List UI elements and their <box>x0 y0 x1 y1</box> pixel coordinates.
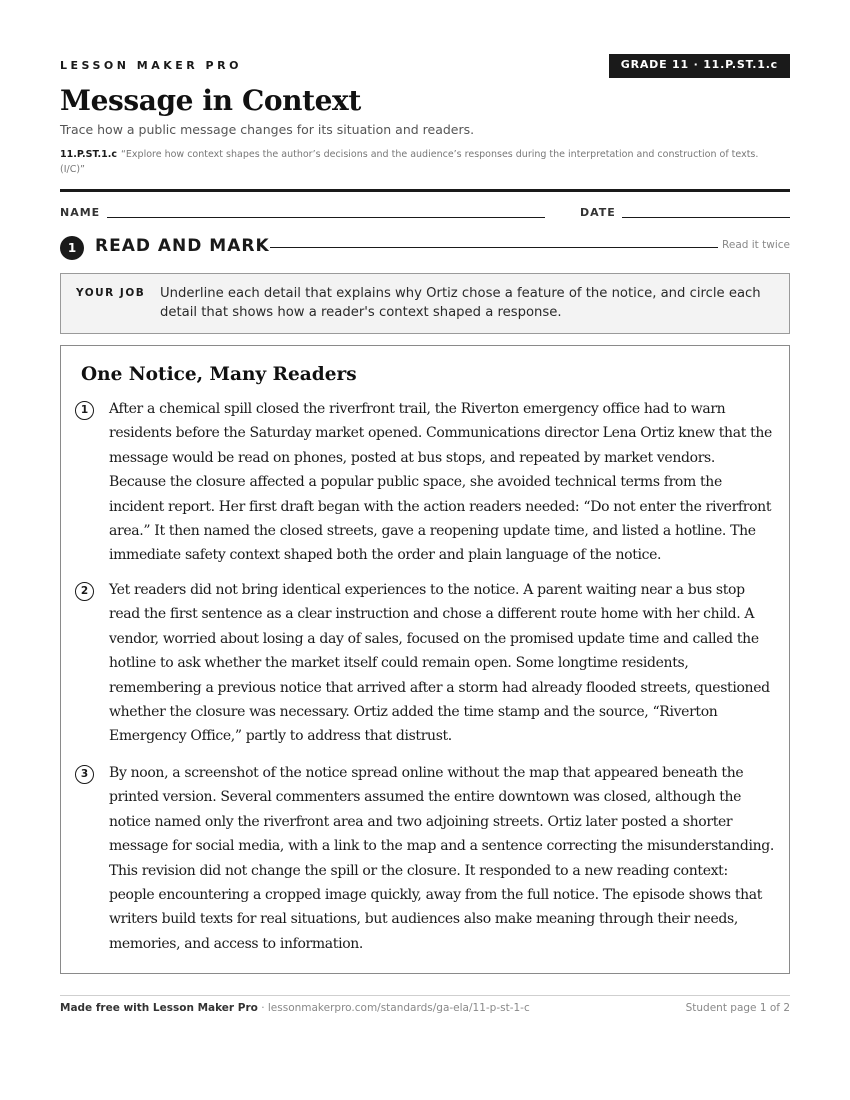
footer <box>60 1002 790 1014</box>
grade-badge: GRADE 11 · 11.P.ST.1.c <box>609 54 790 78</box>
section-header <box>60 234 790 260</box>
passage-title: One Notice, Many Readers <box>81 364 357 385</box>
section-title: READ AND MARK <box>95 236 270 256</box>
name-label: NAME <box>60 206 101 219</box>
section-number-badge: 1 <box>60 236 84 260</box>
standard-description <box>60 147 780 177</box>
paragraph-text: After a chemical spill closed the riverfront trail, the Riverton emergency office had to warn residents before the Saturday market opened. Communications director Lena Ortiz knew that the message would be read on phones, posted at bus stops, and repeated by market vendors. Because the closure affected a popular public space, she avoided technical terms from the incident report. Her first draft began with the action readers needed: “Do not enter the riverfront area.” It then named the closed streets, gave a reopening update time, and listed a hotline. The immediate safety context shaped both the order and plain language of the notice. <box>109 401 772 564</box>
section-rule <box>270 247 718 248</box>
worksheet-page <box>60 0 790 1100</box>
section-note: Read it twice <box>722 239 790 251</box>
name-field[interactable] <box>107 217 545 218</box>
page-number: Student page 1 of 2 <box>685 1002 790 1014</box>
paragraph-number: 3 <box>75 765 94 784</box>
reading-passage <box>60 345 790 974</box>
date-field[interactable] <box>622 217 790 218</box>
paragraph-text: Yet readers did not bring identical experiences to the notice. A parent waiting near a bus stop read the first sentence as a clear instruction and chose a different route home with her child. A vendor, worried about losing a day of sales, focused on the promised update time and called the hotline to ask whether the market itself could remain open. Some longtime residents, remembering a previous notice that arrived after a storm had already flooded streets, questioned whether the closure was necessary. Ortiz added the time stamp and the source, “Riverton Emergency Office,” partly to address that distrust. <box>109 582 770 745</box>
standard-text: “Explore how context shapes the author’s decisions and the audience’s responses during the interpretation and construction of texts. (I/C)” <box>60 149 759 175</box>
header-divider <box>60 189 790 192</box>
job-instructions-box <box>60 273 790 334</box>
name-date-row <box>60 206 790 222</box>
page-title: Message in Context <box>60 84 361 117</box>
header-bar <box>60 54 790 78</box>
footer-divider <box>60 995 790 996</box>
paragraph-text: By noon, a screenshot of the notice spread online without the map that appeared beneath the printed version. Several commenters assumed the entire downtown was closed, although the notice named only the riverfront area and two adjoining streets. Ortiz later posted a shorter message for social media, with a link to the map and a sentence correcting the misunderstanding. This revision did not change the spill or the closure. It responded to a new reading context: people encountering a cropped image quickly, away from the full notice. The episode shows that writers build texts for real situations, but audiences also make meaning through their needs, memories, and access to information. <box>109 765 774 952</box>
footer-url[interactable]: · lessonmakerpro.com/standards/ga-ela/11-p-st-1-c <box>257 1002 530 1014</box>
job-label: YOUR JOB <box>76 287 146 299</box>
date-label: DATE <box>580 206 616 219</box>
standard-code: 11.P.ST.1.c <box>60 149 117 160</box>
job-text: Underline each detail that explains why Ortiz chose a feature of the notice, and circle each detail that shows how a reader's context shaped a response. <box>160 286 761 320</box>
footer-made-with: Made free with Lesson Maker Pro <box>60 1002 258 1014</box>
brand-name: LESSON MAKER PRO <box>60 59 242 72</box>
page-subtitle: Trace how a public message changes for its situation and readers. <box>60 122 475 137</box>
paragraph-number: 2 <box>75 582 94 601</box>
paragraph-number: 1 <box>75 401 94 420</box>
